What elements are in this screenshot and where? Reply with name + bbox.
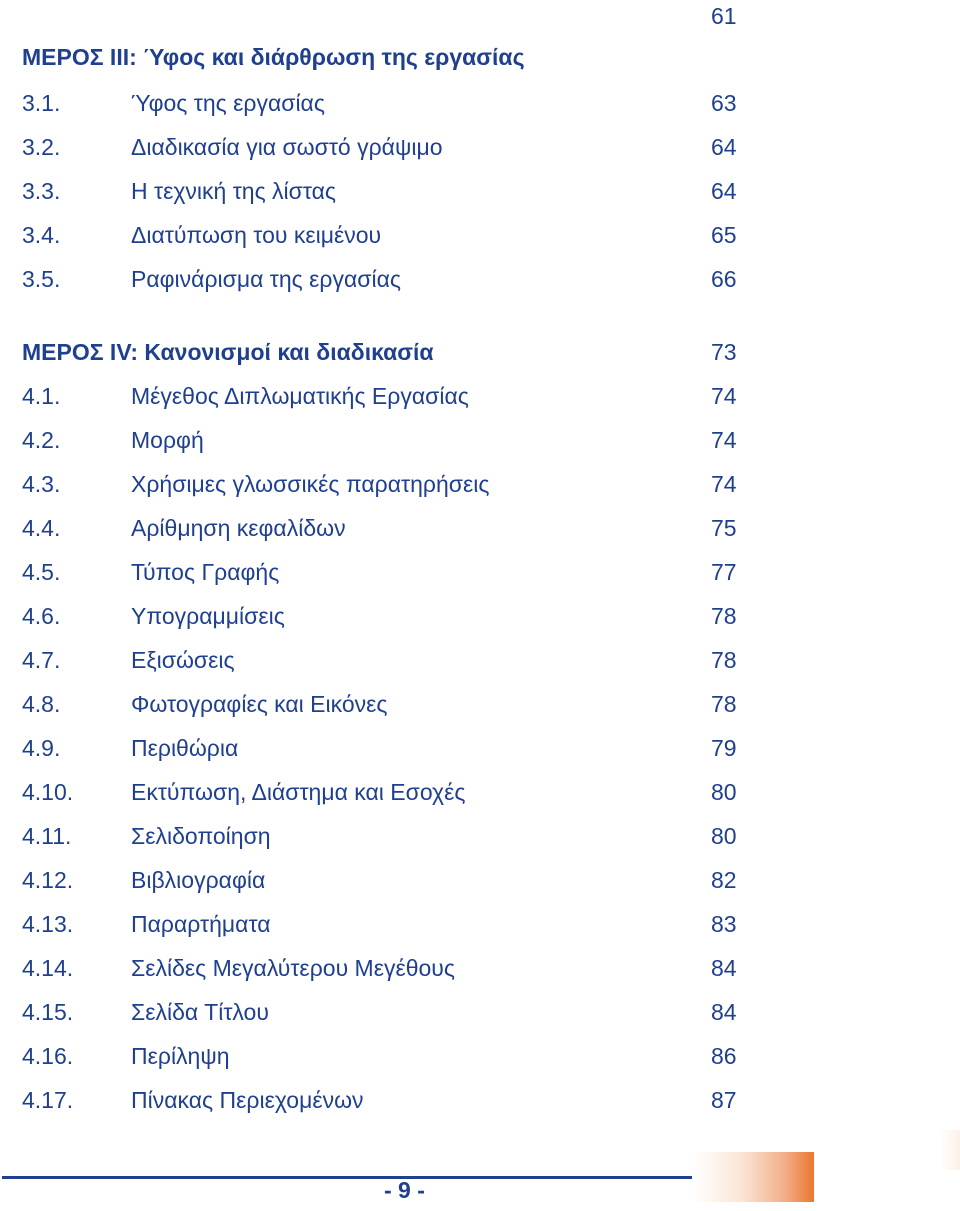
entry-number: 3.5. — [22, 266, 61, 292]
entry-page: 74 — [711, 427, 737, 453]
entry-number: 4.13. — [22, 911, 74, 937]
entry-number: 4.15. — [22, 999, 74, 1025]
entry-page: 78 — [711, 647, 737, 673]
entry-title: Διαδικασία για σωστό γράψιμο — [131, 134, 443, 160]
entry-title: Περιθώρια — [131, 735, 239, 761]
entry-title: Υπογραμμίσεις — [131, 603, 285, 629]
entry-title: Σελίδες Μεγαλύτερου Μεγέθους — [131, 955, 455, 981]
corner-decoration — [940, 1130, 960, 1170]
entry-page: 66 — [711, 266, 737, 292]
entry-number: 4.8. — [22, 691, 61, 717]
entry-page: 63 — [711, 90, 737, 116]
entry-title: Σελίδα Τίτλου — [131, 999, 269, 1025]
entry-page: 64 — [711, 134, 737, 160]
entry-title: Πίνακας Περιεχομένων — [131, 1087, 364, 1113]
entry-page: 80 — [711, 779, 737, 805]
entry-number: 3.2. — [22, 134, 61, 160]
entry-page: 74 — [711, 471, 737, 497]
entry-number: 4.1. — [22, 383, 61, 409]
part-4-title: ΜΕΡΟΣ ΙV: Κανονισμοί και διαδικασία — [22, 339, 434, 365]
entry-number: 3.1. — [22, 90, 61, 116]
entry-page: 87 — [711, 1087, 737, 1113]
entry-title: Μέγεθος Διπλωματικής Εργασίας — [131, 383, 469, 409]
entry-title: Εκτύπωση, Διάστημα και Εσοχές — [131, 779, 466, 805]
entry-number: 4.11. — [22, 823, 72, 849]
entry-number: 4.5. — [22, 559, 61, 585]
entry-title: Φωτογραφίες και Εικόνες — [131, 691, 388, 717]
entry-page: 74 — [711, 383, 737, 409]
footer-page-number: - 9 - — [384, 1177, 425, 1203]
footer-gradient-bar — [694, 1152, 814, 1202]
entry-page: 84 — [711, 955, 737, 981]
entry-number: 4.12. — [22, 867, 74, 893]
entry-page: 78 — [711, 691, 737, 717]
entry-title: Ραφινάρισμα της εργασίας — [131, 266, 401, 292]
entry-title: Σελιδοποίηση — [131, 823, 271, 849]
entry-page: 86 — [711, 1043, 737, 1069]
part-3-heading[interactable] — [22, 44, 742, 71]
entry-number: 4.7. — [22, 647, 61, 673]
entry-page: 84 — [711, 999, 737, 1025]
part-3-title: ΜΕΡΟΣ ΙΙΙ: Ύφος και διάρθρωση της εργασίας — [22, 44, 525, 70]
entry-title: Περίληψη — [131, 1043, 230, 1069]
entry-page: 83 — [711, 911, 737, 937]
entry-number: 4.3. — [22, 471, 61, 497]
entry-number: 4.17. — [22, 1087, 74, 1113]
entry-title: Τύπος Γραφής — [131, 559, 280, 585]
part-4-heading[interactable] — [22, 339, 742, 366]
entry-title: Χρήσιμες γλωσσικές παρατηρήσεις — [131, 471, 490, 497]
entry-page: 75 — [711, 515, 737, 541]
entry-title: Βιβλιογραφία — [131, 867, 266, 893]
entry-title: Διατύπωση του κειμένου — [131, 222, 382, 248]
entry-title: Παραρτήματα — [131, 911, 271, 937]
entry-number: 4.6. — [22, 603, 61, 629]
footer-rule — [2, 1176, 692, 1179]
entry-title: Η τεχνική της λίστας — [131, 178, 337, 204]
entry-title: Ύφος της εργασίας — [131, 90, 325, 116]
entry-number: 4.2. — [22, 427, 61, 453]
entry-number: 4.16. — [22, 1043, 74, 1069]
entry-page: 80 — [711, 823, 737, 849]
entry-page: 65 — [711, 222, 737, 248]
entry-number: 3.3. — [22, 178, 61, 204]
entry-page: 82 — [711, 867, 737, 893]
entry-number: 4.9. — [22, 735, 61, 761]
entry-title: Εξισώσεις — [131, 647, 235, 673]
entry-title: Μορφή — [131, 427, 204, 453]
entry-page: 77 — [711, 559, 737, 585]
entry-page: 64 — [711, 178, 737, 204]
entry-page: 79 — [711, 735, 737, 761]
entry-title: Αρίθμηση κεφαλίδων — [131, 515, 346, 541]
entry-page: 78 — [711, 603, 737, 629]
previous-entry-page-number: 61 — [711, 3, 737, 29]
part-4-page: 73 — [711, 339, 737, 365]
entry-number: 3.4. — [22, 222, 61, 248]
entry-number: 4.14. — [22, 955, 74, 981]
entry-number: 4.10. — [22, 779, 74, 805]
entry-number: 4.4. — [22, 515, 61, 541]
